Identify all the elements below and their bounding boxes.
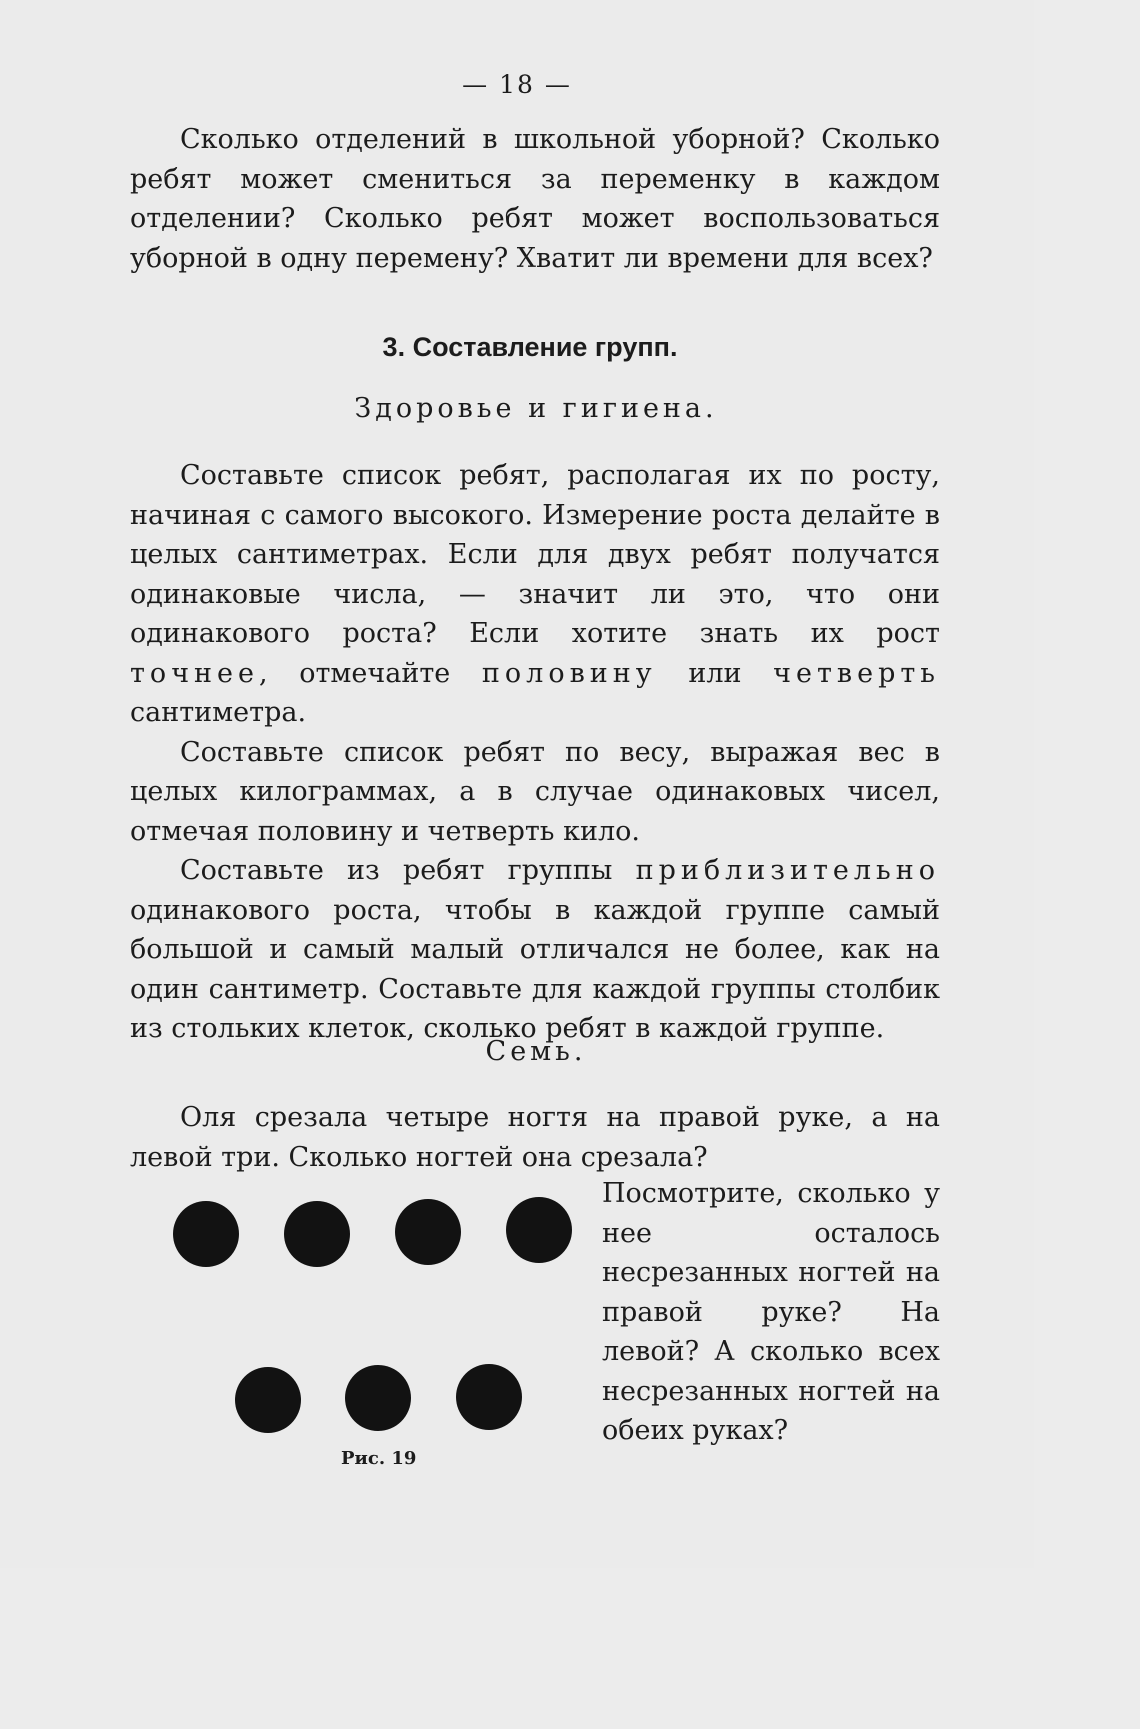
dot-row1-3 — [395, 1199, 461, 1265]
dot-row1-2 — [284, 1201, 350, 1267]
dot-row2-1 — [235, 1367, 301, 1433]
health-paragraph-weight: Составьте список ребят по весу, выражая вес в целых килограммах, а в случае одинаковых чисел, отмечая половину и четверть кило. — [130, 736, 940, 847]
dot-row2-3 — [456, 1364, 522, 1430]
dot-row1-1 — [173, 1201, 239, 1267]
emphasis-tochnee: точнее — [130, 657, 259, 689]
figure-caption: Рис. 19 — [341, 1448, 417, 1469]
family-text-block — [130, 1098, 940, 1177]
section-title: 3. Составление групп. — [382, 332, 678, 362]
subsection-heading-health: Здоровье и гигиена. — [354, 393, 718, 424]
health-paragraph-groups: Составьте из ребят группы приблизительно одинакового роста, чтобы в каждой группе самый большой и самый малый отличался не более, как на один сантиметр. Составьте для каждой группы столбик из стольких клеток, сколько ребят в каждой группе. — [130, 855, 940, 1044]
emphasis-polovinu: половину — [481, 657, 657, 689]
side-paragraph: Посмотрите, сколько у нее осталось несрезанных ногтей на правой руке? На левой? А сколько всех несрезанных ногтей на обеих руках? — [602, 1178, 940, 1446]
emphasis-priblizitelno: приблизительно — [635, 855, 940, 886]
emphasis-chetvert: четверть — [773, 657, 940, 689]
health-text-block — [130, 456, 940, 1049]
dot-row1-4 — [506, 1197, 572, 1263]
subsection-heading-family: Семь. — [485, 1036, 587, 1067]
dot-row2-2 — [345, 1365, 411, 1431]
family-paragraph: Оля срезала четыре ногтя на правой руке, а на левой три. Сколько ногтей она срезала? — [130, 1102, 940, 1173]
intro-text-block — [130, 120, 940, 278]
health-paragraph-height: Составьте список ребят, располагая их по росту, начиная с самого высокого. Измерение роста делайте в целых сантиметрах. Если для двух ребят получатся одинаковые числа, — значит ли это, что они одинакового роста? Если хотите знать их рост точнее, отмечайте половину или четверть сантиметра. — [130, 460, 940, 728]
intro-paragraph: Сколько отделений в школьной уборной? Сколько ребят может смениться за переменку в каждом отделении? Сколько ребят может воспользоваться уборной в одну перемену? Хватит ли времени для всех? — [130, 124, 940, 274]
figure-nail-dots — [160, 1180, 590, 1490]
page-number: — 18 — — [462, 70, 572, 99]
